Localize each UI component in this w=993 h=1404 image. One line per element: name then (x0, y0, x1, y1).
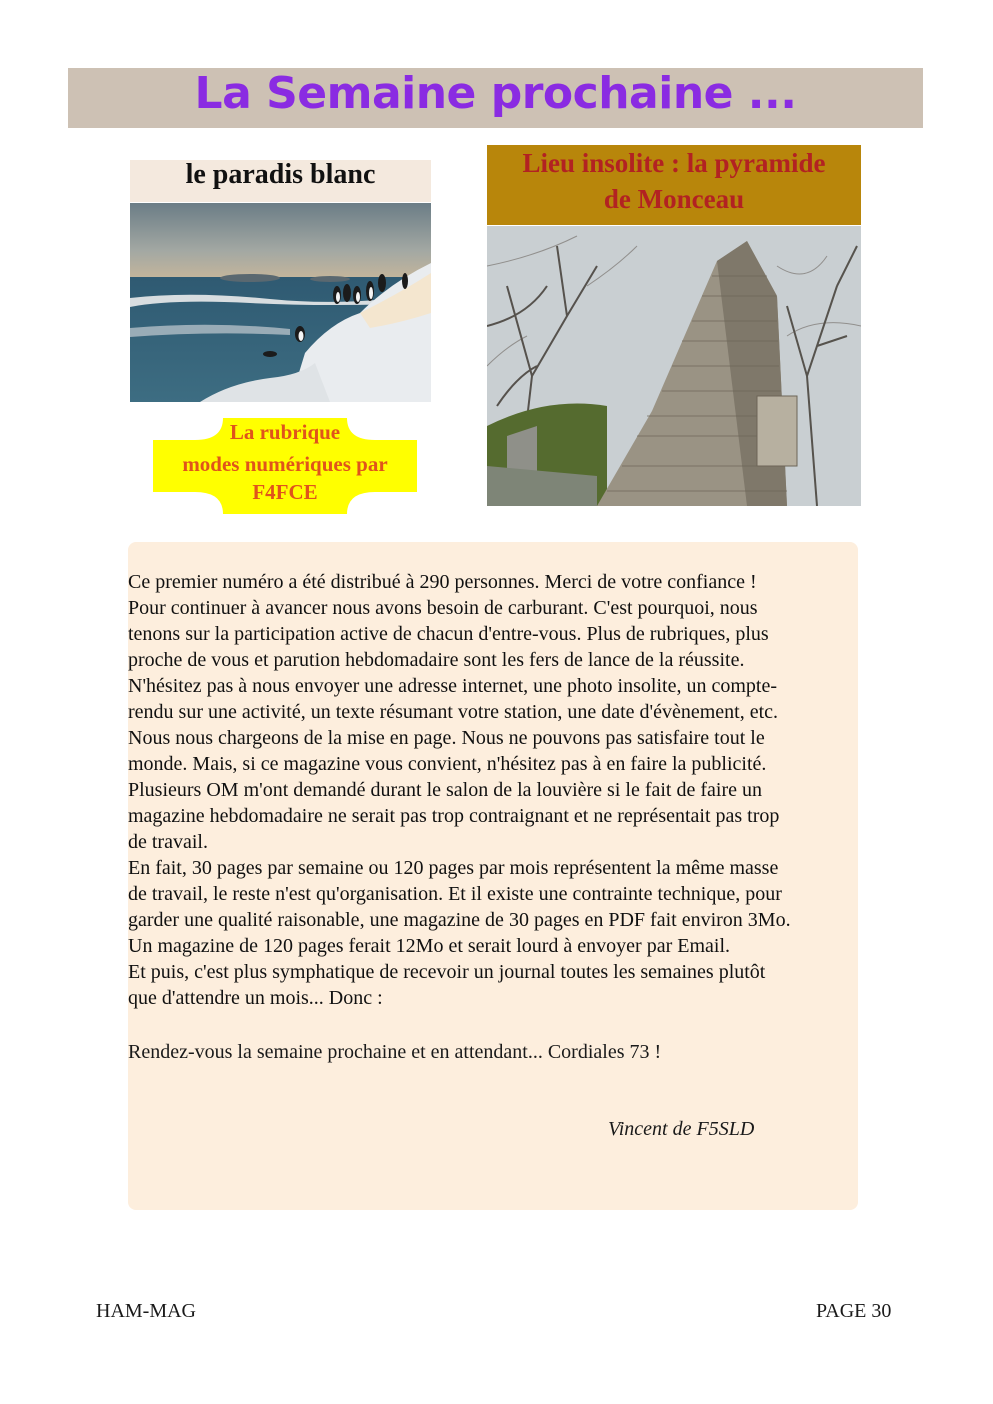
rubrique-text (153, 418, 417, 508)
article-line: magazine hebdomadaire ne serait pas trop contraignant et ne représentait pas trop (128, 805, 780, 827)
rubrique-line-1: La rubrique (229, 420, 341, 444)
article-line: proche de vous et parution hebdomadaire sont les fers de lance de la réussite. (128, 649, 745, 671)
article-line: rendu sur une activité, un texte résumant votre station, une date d'évènement, etc. (128, 701, 779, 723)
article-line: tenons sur la participation active de chacun d'entre-vous. Plus de rubriques, plus (128, 623, 769, 645)
article-line: monde. Mais, si ce magazine vous convient, n'hésitez pas à en faire la publicité. (128, 753, 767, 775)
article-line: Nous nous chargeons de la mise en page. Nous ne pouvons pas satisfaire tout le (128, 727, 765, 749)
signature: Vincent de F5SLD (608, 1118, 755, 1140)
article-line: N'hésitez pas à nous envoyer une adresse internet, une photo insolite, un compte- (128, 675, 777, 697)
page-title: La Semaine prochaine ... (194, 68, 797, 119)
article-line: Plusieurs OM m'ont demandé durant le salon de la louvière si le fait de faire un (128, 779, 762, 801)
pyramid-photo (487, 226, 861, 506)
article-line: Pour continuer à avancer nous avons besoin de carburant. C'est pourquoi, nous (128, 597, 758, 619)
lieu-heading-line-1: Lieu insolite : la pyramide (522, 148, 826, 178)
article-line: de travail, le reste n'est qu'organisation. Et il existe une contrainte technique, pour (128, 883, 782, 905)
closing-line: Rendez-vous la semaine prochaine et en attendant... Cordiales 73 ! (128, 1041, 662, 1063)
penguins-photo (130, 203, 431, 402)
article-line: que d'attendre un mois... Donc : (128, 987, 383, 1009)
rubrique-line-3: F4FCE (252, 480, 318, 504)
article-line: Ce premier numéro a été distribué à 290 personnes. Merci de votre confiance ! (128, 571, 757, 593)
lieu-heading-line-2: de Monceau (603, 184, 745, 214)
article-body (128, 569, 850, 1011)
article-line: Et puis, c'est plus symphatique de recevoir un journal toutes les semaines plutôt (128, 961, 766, 983)
paradis-heading: le paradis blanc (130, 160, 431, 202)
footer-page-number: PAGE 30 (816, 1300, 892, 1322)
footer-magazine-name: HAM-MAG (96, 1300, 196, 1322)
article-line: En fait, 30 pages par semaine ou 120 pages par mois représentent la même masse (128, 857, 779, 879)
article-line: Un magazine de 120 pages ferait 12Mo et serait lourd à envoyer par Email. (128, 935, 731, 957)
article-line: de travail. (128, 831, 208, 853)
article-line: garder une qualité raisonable, une magazine de 30 pages en PDF fait environ 3Mo. (128, 909, 791, 931)
rubrique-line-2: modes numériques par (182, 452, 388, 476)
lieu-heading (487, 145, 861, 225)
